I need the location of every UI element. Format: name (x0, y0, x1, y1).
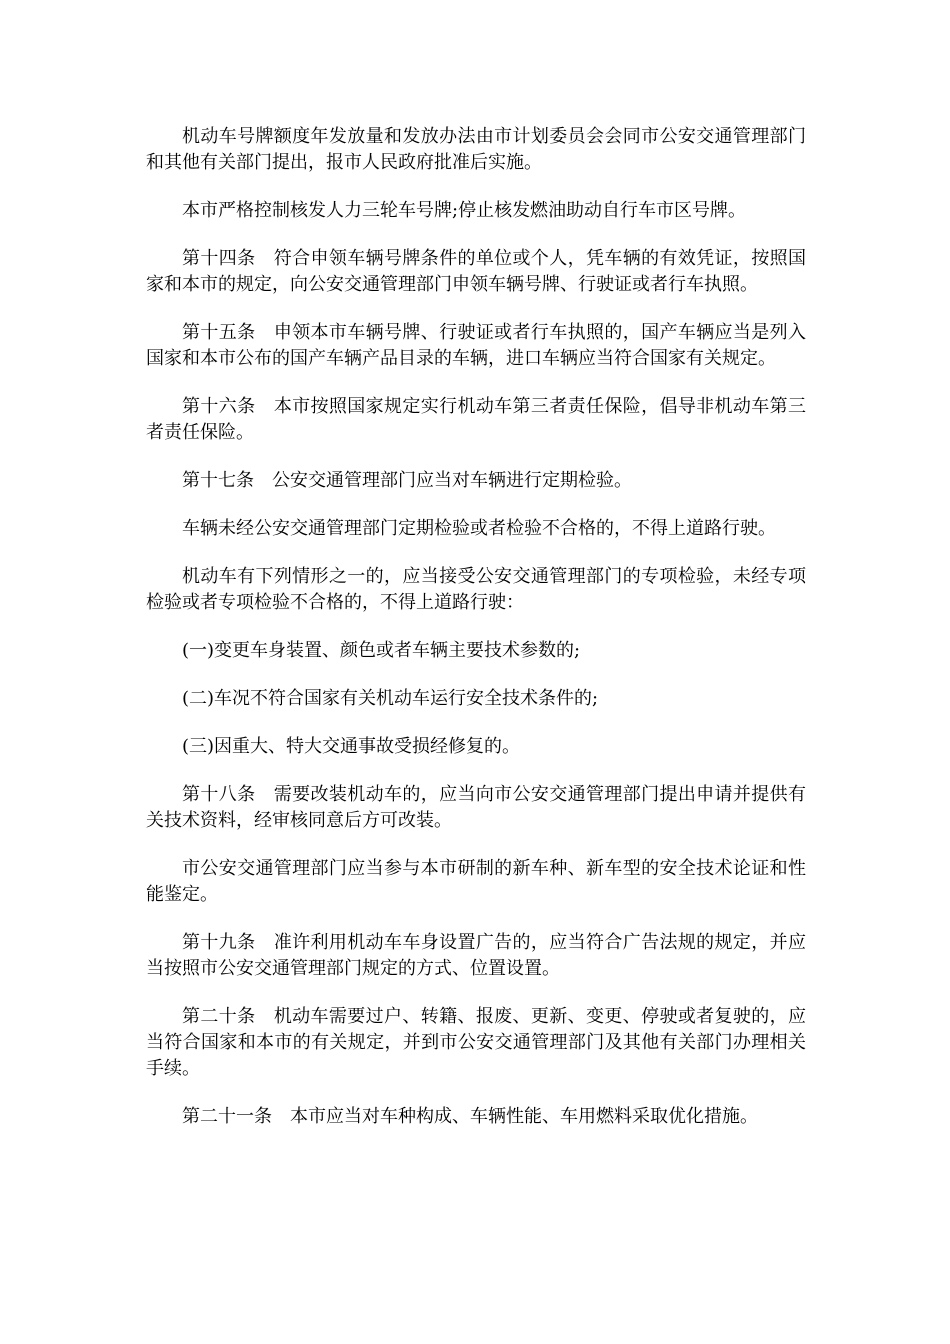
paragraph-new-models: 市公安交通管理部门应当参与本市研制的新车种、新车型的安全技术论证和性能鉴定。 (146, 858, 806, 905)
paragraph-article-15: 第十五条 申领本市车辆号牌、行驶证或者行车执照的，国产车辆应当是列入国家和本市公布的国产车辆产品目录的车辆，进口车辆应当符合国家有关规定。 (146, 322, 806, 369)
paragraph-article-14: 第十四条 符合申领车辆号牌条件的单位或个人，凭车辆的有效凭证，按照国家和本市的规定，向公安交通管理部门申领车辆号牌、行驶证或者行车执照。 (146, 248, 806, 295)
document-body (146, 124, 806, 1152)
list-item-2: (二)车况不符合国家有关机动车运行安全技术条件的; (182, 688, 599, 709)
paragraph-special-inspection: 机动车有下列情形之一的，应当接受公安交通管理部门的专项检验，未经专项检验或者专项检验不合格的，不得上道路行驶： (146, 566, 806, 613)
paragraph-article-19: 第十九条 准许利用机动车车身设置广告的，应当符合广告法规的规定，并应当按照市公安交通管理部门规定的方式、位置设置。 (146, 932, 806, 979)
paragraph-quota: 机动车号牌额度年发放量和发放办法由市计划委员会会同市公安交通管理部门和其他有关部门提出，报市人民政府批准后实施。 (146, 126, 806, 173)
paragraph-article-17: 第十七条 公安交通管理部门应当对车辆进行定期检验。 (182, 470, 632, 491)
paragraph-article-16: 第十六条 本市按照国家规定实行机动车第三者责任保险，倡导非机动车第三者责任保险。 (146, 396, 806, 443)
paragraph-tricycle: 本市严格控制核发人力三轮车号牌;停止核发燃油助动自行车市区号牌。 (182, 200, 747, 221)
list-item-1: (一)变更车身装置、颜色或者车辆主要技术参数的; (182, 640, 581, 661)
paragraph-inspection-required: 车辆未经公安交通管理部门定期检验或者检验不合格的，不得上道路行驶。 (182, 518, 776, 539)
paragraph-article-21: 第二十一条 本市应当对车种构成、车辆性能、车用燃料采取优化措施。 (182, 1106, 758, 1127)
paragraph-article-18: 第十八条 需要改装机动车的，应当向市公安交通管理部门提出申请并提供有关技术资料，经审核同意后方可改装。 (146, 784, 806, 831)
paragraph-article-20: 第二十条 机动车需要过户、转籍、报废、更新、变更、停驶或者复驶的，应当符合国家和本市的有关规定，并到市公安交通管理部门及其他有关部门办理相关手续。 (146, 1006, 806, 1079)
list-item-3: (三)因重大、特大交通事故受损经修复的。 (182, 736, 521, 757)
